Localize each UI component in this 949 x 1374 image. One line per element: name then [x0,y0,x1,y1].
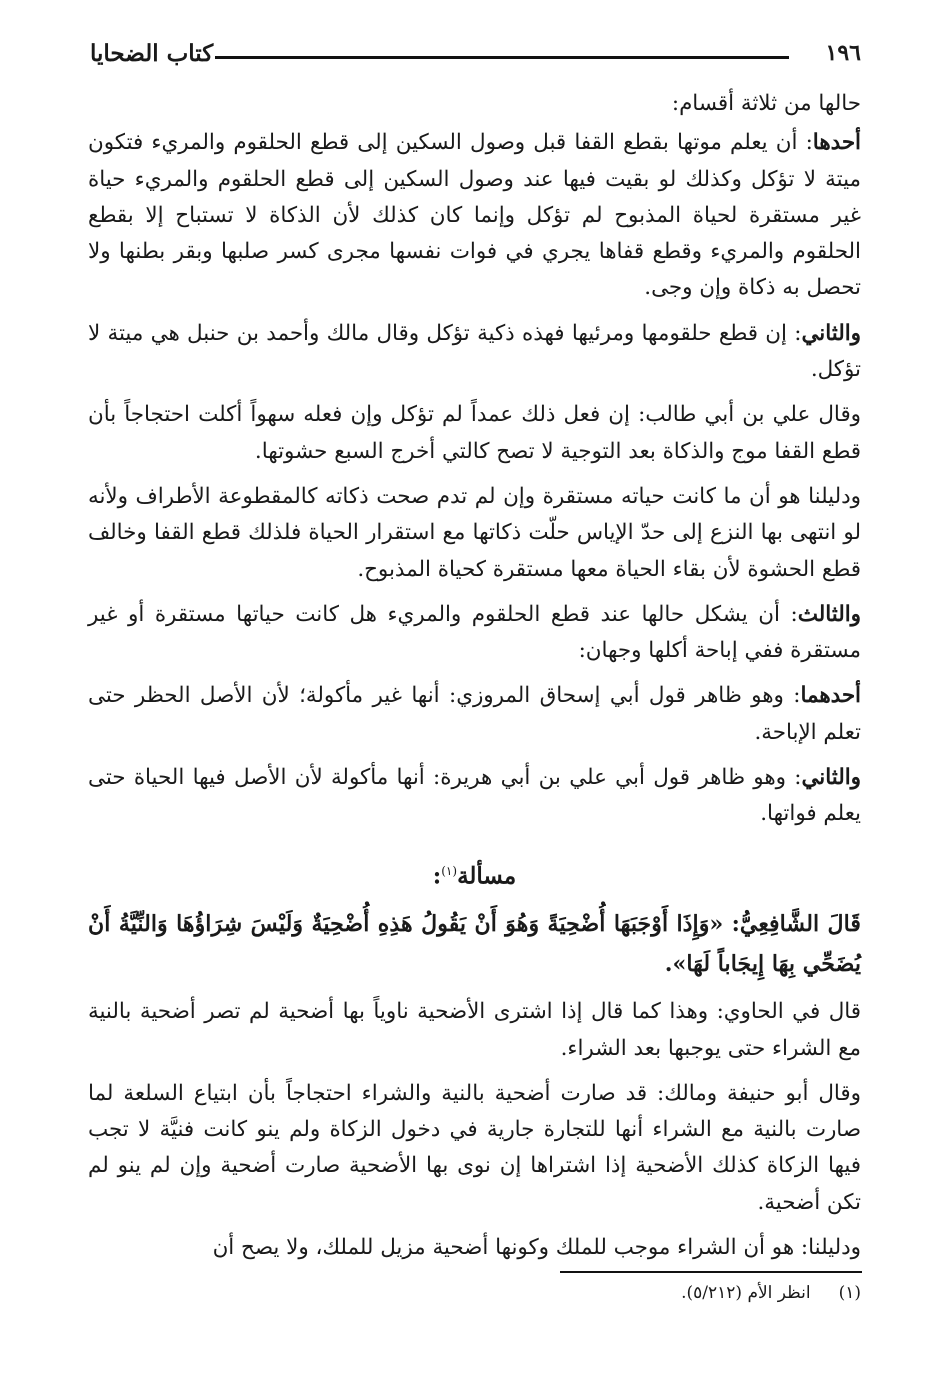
masala-title: مسألة [457,862,517,890]
paragraph-second-case [88,316,861,389]
paragraph-text: وقال علي بن أبي طالب: إن فعل ذلك عمداً لم تؤكل وإن فعله سهواً أكلت احتجاجاً بأن قطع القفا موج والذكاة بعد التوجية لا تصح كالتي أخرج السبع حشوتها. [88,402,861,464]
paragraph-text: حالها من ثلاثة أقسام: [671,91,861,116]
paragraph-text: ودليلنا هو أن ما كانت حياته مستقرة وإن لم تدم صحت ذكاته كالمقطوعة الأطراف ولأنه لو انتهى بها النزع إلى حدّ الإياس حلّت ذكاتها مع استقرار الحياة فلذلك قطع القفا وخالف قطع الحشوة لأن بقاء الحياة معها مستقرة كحياة المذبوح. [88,483,861,582]
paragraph-text: : أن يعلم موتها بقطع القفا قبل وصول السكين إلى قطع الحلقوم والمريء فتكون ميتة لا تؤكل وكذلك لو بقيت فيها عند وصول السكين إلى قطع الحلقوم والمريء حياة غير مستقرة لحياة المذبوح لم تؤكل وإنما كان كذلك لأن الذكاة لا تستباح إلا بقطع الحلقوم والمريء وقطع قفاها يجري في فوات نفسها مجرى كسر صلبها وبقر بطنها ولا تحصل به ذكاة وإن وجى. [88,130,861,301]
paragraph-lead: أحدها [812,130,861,156]
footnote [681,1278,861,1308]
running-title: كتاب الضحايا [90,40,214,67]
masala-heading [88,851,861,897]
paragraph-text: : أن يشكل حالها عند قطع الحلقوم والمريء هل كانت حياتها مستقرة أو غير مستقرة ففي إباحة أكلها وجهان: [88,601,861,664]
paragraph-our-evidence [88,1230,861,1266]
paragraph-lead: والثاني [801,320,861,346]
paragraph-text: : وهو ظاهر قول أبي علي بن أبي هريرة: أنها مأكولة لأن الأصل فيها الحياة حتى يعلم فواتها. [88,765,861,827]
paragraph-second-view [88,760,861,833]
paragraph-text: : إن قطع حلقومها ومرئيها فهذه ذكية تؤكل وقال مالك وأحمد بن حنبل هي ميتة لا تؤكل. [88,320,861,383]
footnote-text: انظر الأم (٥/٢١٢). [681,1283,811,1303]
paragraph-lead: والثالث [797,601,861,627]
paragraph-abu-hanifa [88,1076,861,1221]
paragraph-hawi [88,994,861,1067]
paragraph-third-case [88,597,861,670]
footnote-reference[interactable]: (١) [441,863,458,878]
shafii-quote: قَالَ الشَّافِعِيُّ: «وَإِذَا أَوْجَبَهَا أُضْحِيَةً وَهُوَ أَنْ يَقُولُ هَذِهِ أُضْحِيَةٌ وَلَيْسَ شِرَاؤُهَا وَالنِّيَّةُ أَنْ يُضَحِّي بِهَا إِيجَاباً لَهَا». [88,911,861,978]
paragraph-evidence [88,479,861,588]
footnote-rule [560,1271,862,1273]
paragraph-text: ودليلنا: هو أن الشراء موجب للملك وكونها أضحية مزيل للملك، ولا يصح أن [212,1235,861,1261]
paragraph-first-view [88,678,861,751]
paragraph-text: وقال أبو حنيفة ومالك: قد صارت أضحية بالنية والشراء احتجاجاً بأن ابتياع السلعة لما صارت بالنية مع الشراء أنها للتجارة جارية في دخول الزكاة ولم ينو كانت فنيَّة لا تجب فيها الزكاة كذلك الأضحية إذا اشتراها إن نوى بها الأضحية صارت أضحية وإن لم ينو لم تكن أضحية. [88,1080,861,1215]
paragraph-first-case [88,125,861,306]
footnote-mark: (١) [838,1283,861,1303]
header-rule [215,56,789,59]
paragraph-text: قال في الحاوي: وهذا كما قال إذا اشترى الأضحية ناوياً بها أضحية لم تصر أضحية بالنية مع الشراء حتى يوجبها بعد الشراء. [88,999,861,1061]
page-number: ١٩٦ [825,40,861,66]
paragraph-intro [88,86,861,122]
paragraph-lead: والثاني [801,765,861,791]
masala-colon: : [432,862,442,890]
paragraph-ali-opinion [88,397,861,470]
paragraph-text: : وهو ظاهر قول أبي إسحاق المروزي: أنها غير مأكولة؛ لأن الأصل الحظر حتى تعلم الإباحة. [88,683,861,745]
main-text [88,86,861,1275]
paragraph-lead: أحدهما [800,683,861,709]
